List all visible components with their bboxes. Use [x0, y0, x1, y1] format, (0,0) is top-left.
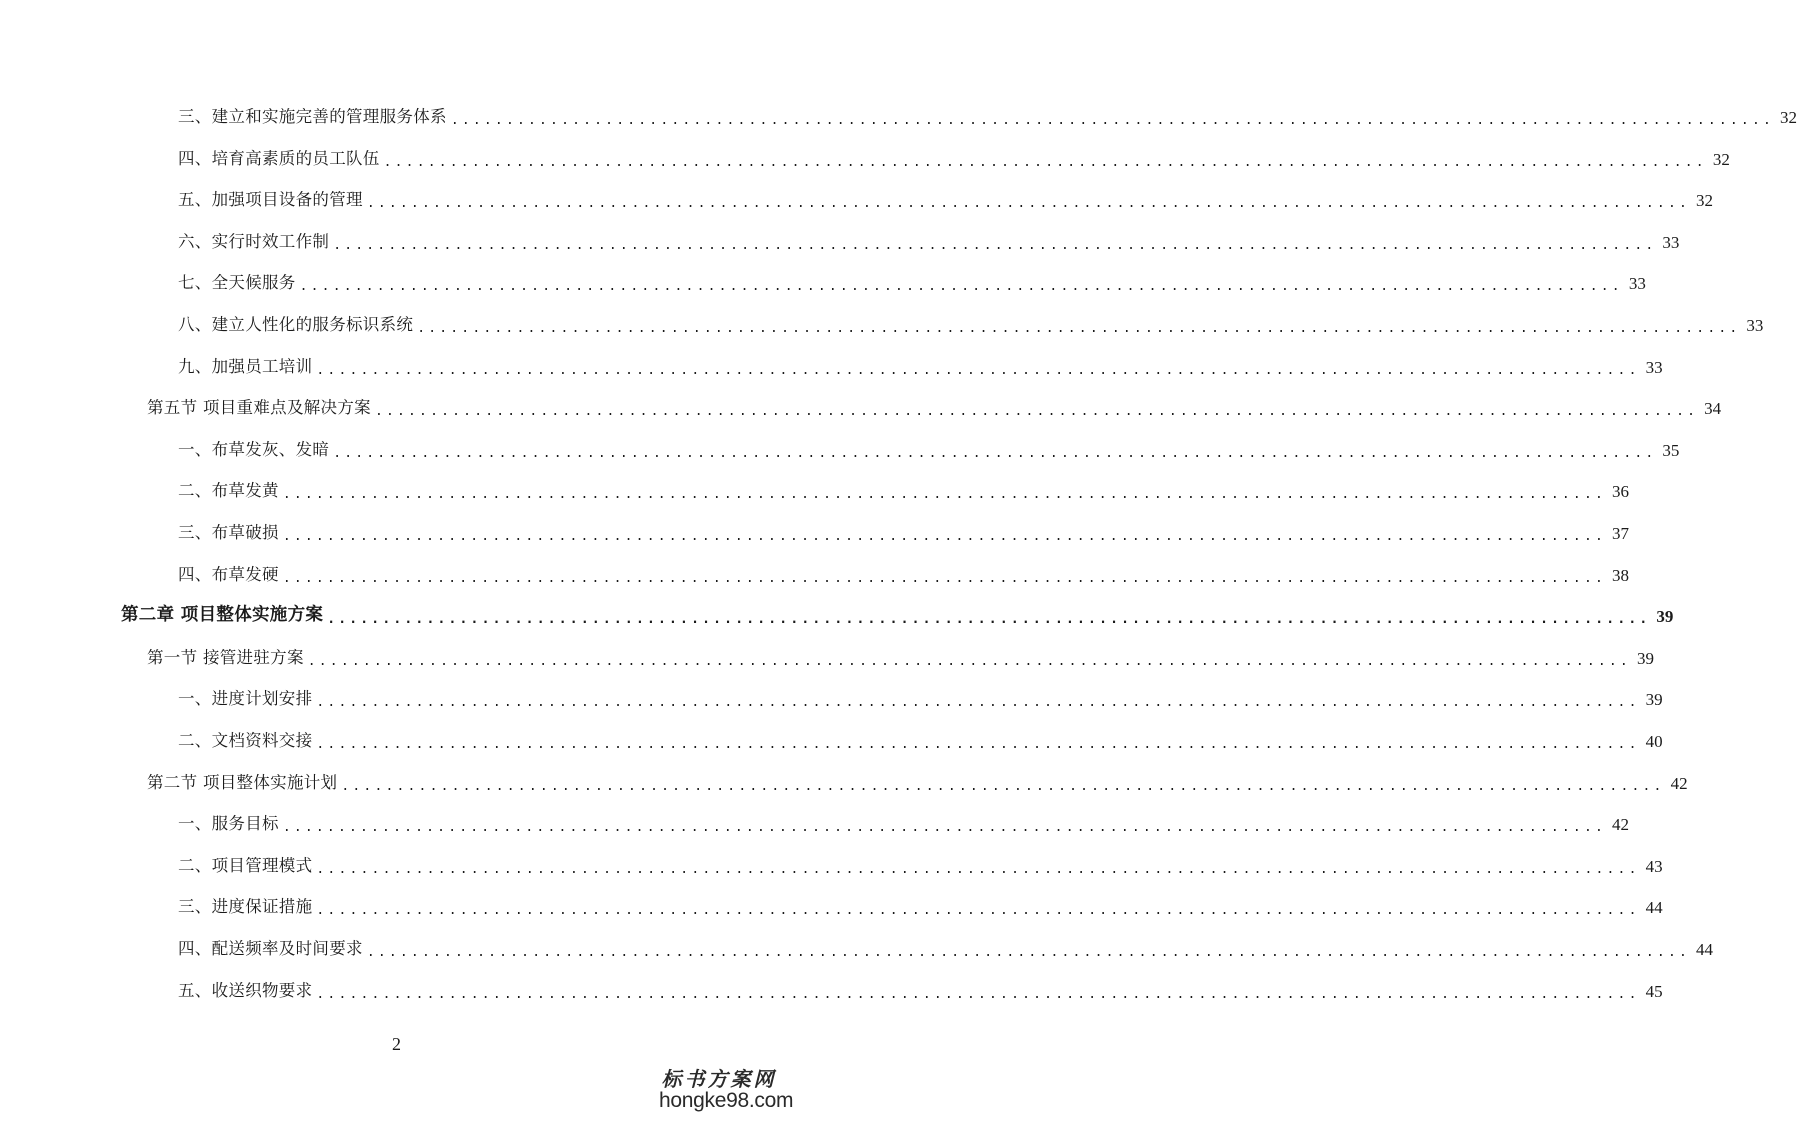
- toc-entry-page: 44: [1645, 897, 1663, 917]
- toc-entry[interactable]: [178, 435, 1680, 465]
- toc-leader-dots: ........................................................................................................................: [282, 486, 1607, 502]
- toc-leader-dots: ........................................................................................................................: [307, 653, 1631, 669]
- toc-leader-dots: ........................................................................................................................: [417, 320, 1741, 336]
- toc-entry-page: 44: [1696, 939, 1714, 959]
- toc-entry[interactable]: [178, 560, 1630, 590]
- toc-entry[interactable]: [178, 102, 1797, 132]
- toc-entry-page: 33: [1662, 232, 1680, 252]
- toc-entry-page: 36: [1612, 481, 1630, 501]
- toc-entry[interactable]: [178, 268, 1646, 298]
- page-number: 2: [392, 1034, 401, 1054]
- watermark-chinese-text: 标书方案网: [661, 1067, 777, 1091]
- toc-entry[interactable]: [178, 310, 1764, 340]
- toc-entry[interactable]: [178, 476, 1630, 506]
- toc-entry[interactable]: [178, 144, 1730, 174]
- toc-leader-dots: ........................................................................................................................: [333, 237, 1657, 253]
- toc-entry-page: 42: [1670, 773, 1688, 793]
- toc-entry-title: 第一节 接管进驻方案: [147, 647, 304, 667]
- toc-entry-title: 二、文档资料交接: [178, 730, 313, 750]
- toc-entry-page: 32: [1696, 190, 1714, 210]
- toc-leader-dots: ........................................................................................................................: [366, 944, 1691, 960]
- toc-leader-dots: ........................................................................................................................: [299, 278, 1623, 294]
- toc-leader-dots: ........................................................................................................................: [316, 986, 1640, 1002]
- toc-entry-page: 34: [1704, 398, 1722, 418]
- toc-entry-title: 四、培育高素质的员工队伍: [178, 148, 380, 168]
- toc-entry[interactable]: [147, 393, 1722, 423]
- toc-leader-dots: ........................................................................................................................: [316, 861, 1640, 877]
- toc-entry-title: 三、进度保证措施: [178, 896, 313, 916]
- toc-entry[interactable]: [178, 227, 1680, 257]
- toc-entry-page: 40: [1645, 731, 1663, 751]
- toc-entry[interactable]: [178, 185, 1714, 215]
- toc-entry[interactable]: [178, 851, 1663, 881]
- toc-leader-dots: ........................................................................................................................: [316, 694, 1640, 710]
- toc-entry-page: 39: [1656, 606, 1674, 626]
- toc-entry-title: 四、布草发硬: [178, 564, 279, 584]
- watermark-url-text: hongke98.com: [659, 1089, 794, 1112]
- toc-leader-dots: ........................................................................................................................: [327, 611, 1651, 627]
- toc-entry[interactable]: [147, 768, 1688, 798]
- toc-entry-title: 三、布草破损: [178, 522, 279, 542]
- toc-entry-title: 五、收送织物要求: [178, 980, 313, 1000]
- toc-entry-page: 35: [1662, 440, 1680, 460]
- toc-leader-dots: ........................................................................................................................: [366, 195, 1691, 211]
- toc-leader-dots: ........................................................................................................................: [316, 902, 1640, 918]
- toc-entry-title: 六、实行时效工作制: [178, 231, 330, 251]
- toc-entry-page: 33: [1645, 357, 1663, 377]
- toc-entry-title: 一、布草发灰、发暗: [178, 439, 330, 459]
- toc-leader-dots: ........................................................................................................................: [282, 819, 1607, 835]
- toc-leader-dots: ........................................................................................................................: [282, 528, 1607, 544]
- toc-entry-title: 第五节 项目重难点及解决方案: [147, 397, 371, 417]
- toc-entry[interactable]: [121, 601, 1674, 631]
- toc-entry-title: 一、进度计划安排: [178, 688, 313, 708]
- toc-entry-title: 三、建立和实施完善的管理服务体系: [178, 106, 447, 126]
- toc-entry-page: 32: [1712, 149, 1730, 169]
- toc-entry-title: 五、加强项目设备的管理: [178, 189, 363, 209]
- watermark-logo: [659, 1067, 794, 1112]
- toc-entry[interactable]: [178, 684, 1663, 714]
- toc-entry-title: 第二节 项目整体实施计划: [147, 772, 338, 792]
- toc-entry-page: 45: [1645, 981, 1663, 1001]
- toc-entry-title: 第二章 项目整体实施方案: [121, 605, 324, 626]
- toc-leader-dots: ........................................................................................................................: [282, 570, 1607, 586]
- toc-entry-page: 39: [1636, 648, 1654, 668]
- toc-entry-title: 四、配送频率及时间要求: [178, 938, 363, 958]
- toc-leader-dots: ........................................................................................................................: [374, 403, 1699, 419]
- toc-entry-title: 二、项目管理模式: [178, 855, 313, 875]
- toc-entry-page: 38: [1612, 565, 1630, 585]
- toc-entry[interactable]: [178, 934, 1714, 964]
- toc-entry[interactable]: [178, 892, 1663, 922]
- toc-entry-page: 39: [1645, 689, 1663, 709]
- toc-entry-page: 43: [1645, 856, 1663, 876]
- toc-entry-page: 33: [1746, 315, 1764, 335]
- toc-entry-title: 七、全天候服务: [178, 272, 296, 292]
- toc-entry-title: 九、加强员工培训: [178, 356, 313, 376]
- toc-entry-page: 32: [1780, 107, 1797, 127]
- toc-entry-title: 八、建立人性化的服务标识系统: [178, 314, 414, 334]
- toc-entry[interactable]: [178, 518, 1630, 548]
- toc-entry[interactable]: [178, 809, 1630, 839]
- toc-leader-dots: ........................................................................................................................: [383, 154, 1707, 170]
- toc-entry[interactable]: [147, 643, 1654, 673]
- toc-leader-dots: ........................................................................................................................: [450, 112, 1775, 128]
- toc-entry-page: 42: [1612, 814, 1630, 834]
- toc-entry-page: 33: [1628, 273, 1646, 293]
- toc-entry[interactable]: [178, 352, 1663, 382]
- toc-entry-page: 37: [1612, 523, 1630, 543]
- toc-entry-title: 一、服务目标: [178, 813, 279, 833]
- toc-leader-dots: ........................................................................................................................: [333, 445, 1657, 461]
- toc-entry[interactable]: [178, 976, 1663, 1006]
- toc-leader-dots: ........................................................................................................................: [316, 736, 1640, 752]
- toc-leader-dots: ........................................................................................................................: [341, 778, 1665, 794]
- toc-entry[interactable]: [178, 726, 1663, 756]
- toc-entry-title: 二、布草发黄: [178, 480, 279, 500]
- toc-leader-dots: ........................................................................................................................: [316, 362, 1640, 378]
